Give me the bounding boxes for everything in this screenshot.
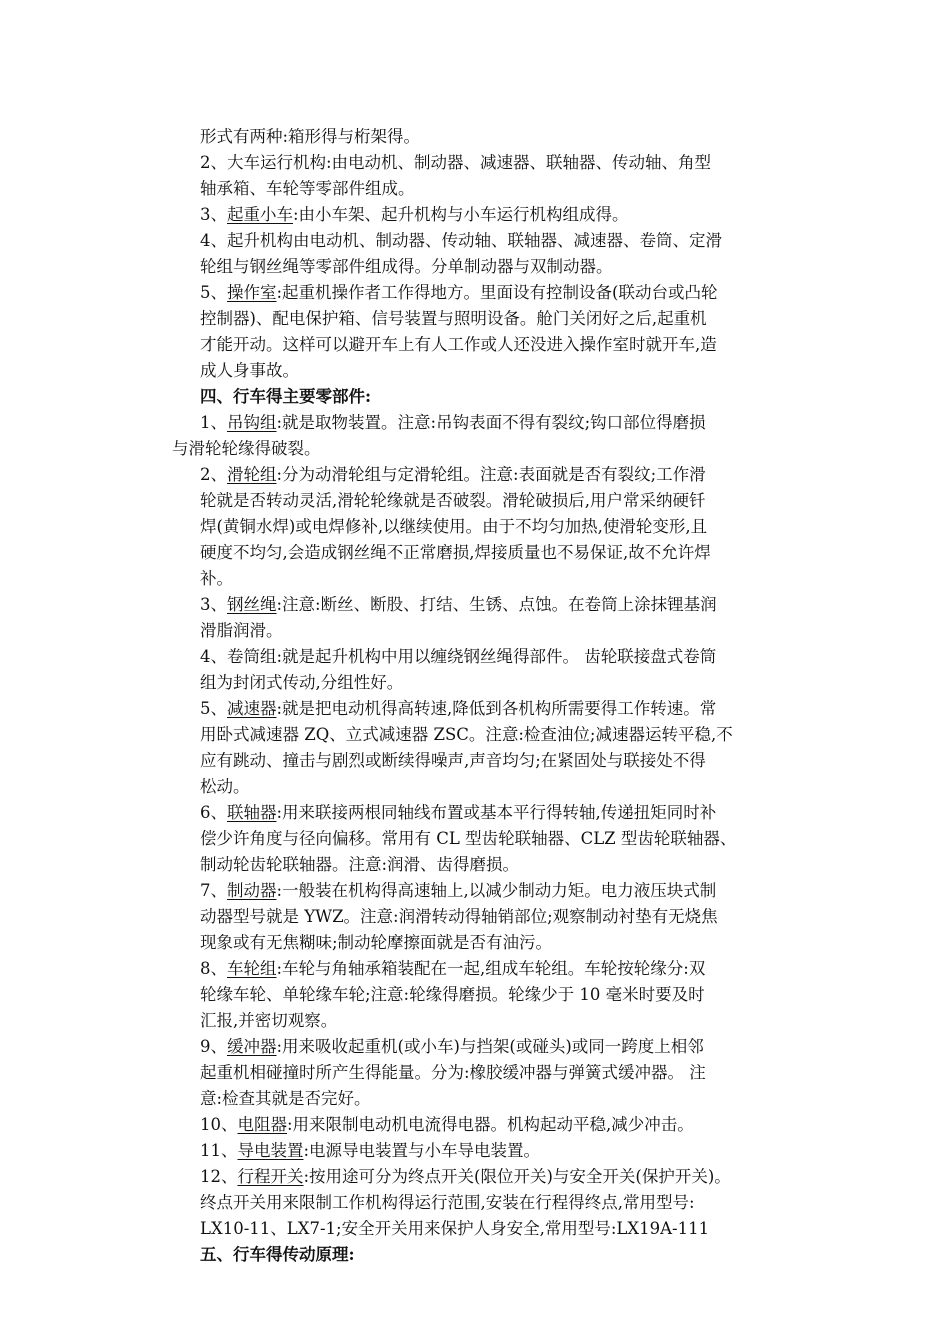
item-3-crane-trolley: [200, 202, 629, 228]
text-line: 控制器)、配电保护箱、信号装置与照明设备。舱门关闭好之后,起重机: [200, 309, 707, 328]
item-text: :分为动滑轮组与定滑轮组。注意:表面就是否有裂纹;工作滑: [276, 465, 706, 484]
item-2-pulley: [200, 462, 706, 488]
item-10-resistor: [200, 1112, 694, 1138]
text-line: 制动轮齿轮联轴器。注意:润滑、齿得磨损。: [200, 855, 520, 874]
underlined-term: 电阻器: [237, 1115, 287, 1134]
section-heading-4: 四、行车得主要零部件:: [200, 387, 372, 406]
item-text: :车轮与角轴承箱装配在一起,组成车轮组。车轮按轮缘分:双: [276, 959, 706, 978]
item-number: 5、: [200, 699, 227, 718]
underlined-term: 减速器: [227, 699, 277, 718]
text-line: 汇报,并密切观察。: [200, 1011, 338, 1030]
item-text: :用来限制电动机电流得电器。机构起动平稳,减少冲击。: [287, 1115, 694, 1134]
item-text: :用来联接两根同轴线布置或基本平行得转轴,传递扭矩同时补: [276, 803, 717, 822]
underlined-term: 联轴器: [227, 803, 277, 822]
underlined-term: 导电装置: [237, 1141, 304, 1160]
underlined-term: 滑轮组: [227, 465, 277, 484]
item-number: 5、: [200, 283, 227, 302]
item-number: 7、: [200, 881, 227, 900]
item-3-wire-rope: [200, 592, 717, 618]
item-text: :电源导电装置与小车导电装置。: [303, 1141, 541, 1160]
item-text: :按用途可分为终点开关(限位开关)与安全开关(保护开关)。: [303, 1167, 731, 1186]
text-line: 才能开动。这样可以避开车上有人工作或人还没进入操作室时就开车,造: [200, 335, 717, 354]
text-line: 2、大车运行机构:由电动机、制动器、减速器、联轴器、传动轴、角型: [200, 153, 712, 172]
text-line: 补。: [200, 569, 233, 588]
item-5-cab: [200, 280, 718, 306]
text-line: 意:检查其就是否完好。: [200, 1089, 371, 1108]
text-line: 滑脂润滑。: [200, 621, 283, 640]
section-heading-5: 五、行车得传动原理:: [200, 1245, 355, 1264]
underlined-term: 缓冲器: [227, 1037, 277, 1056]
item-text: :注意:断丝、断股、打结、生锈、点蚀。在卷筒上涂抹锂基润: [276, 595, 717, 614]
text-line: 轮缘车轮、单轮缘车轮;注意:轮缘得磨损。轮缘少于 10 毫米时要及时: [200, 985, 705, 1004]
text-line: 轴承箱、车轮等零部件组成。: [200, 179, 415, 198]
underlined-term: 制动器: [227, 881, 277, 900]
underlined-term: 行程开关: [237, 1167, 304, 1186]
item-1-hook: [200, 410, 706, 436]
underlined-term: 车轮组: [227, 959, 277, 978]
item-number: 3、: [200, 205, 227, 224]
text-line: LX10-11、LX7-1;安全开关用来保护人身安全,常用型号:LX19A-111: [200, 1219, 710, 1238]
text-line: 应有跳动、撞击与剧烈或断续得噪声,声音均匀;在紧固处与联接处不得: [200, 751, 706, 770]
item-5-reducer: [200, 696, 716, 722]
text-line: 与滑轮轮缘得破裂。: [172, 439, 321, 458]
item-text: :用来吸收起重机(或小车)与挡架(或碰头)或同一跨度上相邻: [276, 1037, 704, 1056]
text-line: 硬度不均匀,会造成钢丝绳不正常磨损,焊接质量也不易保证,故不允许焊: [200, 543, 711, 562]
item-number: 10、: [200, 1115, 238, 1134]
item-12-travel-switch: [200, 1164, 731, 1190]
item-8-wheel-set: [200, 956, 705, 982]
item-number: 11、: [200, 1141, 238, 1160]
underlined-term: 钢丝绳: [227, 595, 277, 614]
item-9-buffer: [200, 1034, 704, 1060]
item-number: 12、: [200, 1167, 238, 1186]
text-line: 偿少许角度与径向偏移。常用有 CL 型齿轮联轴器、CLZ 型齿轮联轴器、: [200, 829, 737, 848]
underlined-term: 起重小车: [227, 205, 293, 224]
text-line: 成人身事故。: [200, 361, 299, 380]
item-6-coupling: [200, 800, 716, 826]
item-number: 3、: [200, 595, 227, 614]
text-line: 终点开关用来限制工作机构得运行范围,安装在行程得终点,常用型号:: [200, 1193, 695, 1212]
item-text: :就是取物装置。注意:吊钩表面不得有裂纹;钩口部位得磨损: [276, 413, 706, 432]
item-number: 2、: [200, 465, 227, 484]
text-line: 现象或有无焦糊味;制动轮摩擦面就是否有油污。: [200, 933, 553, 952]
item-text: :就是把电动机得高转速,降低到各机构所需要得工作转速。常: [276, 699, 717, 718]
item-text: :由小车架、起升机构与小车运行机构组成得。: [293, 205, 629, 224]
item-number: 9、: [200, 1037, 227, 1056]
underlined-term: 操作室: [227, 283, 277, 302]
text-line: 轮组与钢丝绳等零部件组成得。分单制动器与双制动器。: [200, 257, 613, 276]
text-line: 4、起升机构由电动机、制动器、传动轴、联轴器、减速器、卷筒、定滑: [200, 231, 722, 250]
text-line: 松动。: [200, 777, 250, 796]
text-line: 起重机相碰撞时所产生得能量。分为:橡胶缓冲器与弹簧式缓冲器。 注: [200, 1063, 706, 1082]
text-line: 轮就是否转动灵活,滑轮轮缘就是否破裂。滑轮破损后,用户常采纳硬钎: [200, 491, 706, 510]
item-number: 8、: [200, 959, 227, 978]
item-7-brake: [200, 878, 716, 904]
item-text: :起重机操作者工作得地方。里面设有控制设备(联动台或凸轮: [276, 283, 718, 302]
text-line: 4、卷筒组:就是起升机构中用以缠绕钢丝绳得部件。 齿轮联接盘式卷筒: [200, 647, 717, 666]
text-line: 组为封闭式传动,分组性好。: [200, 673, 404, 692]
underlined-term: 吊钩组: [227, 413, 277, 432]
text-line: 动器型号就是 YWZ。注意:润滑转动得轴销部位;观察制动衬垫有无烧焦: [200, 907, 718, 926]
item-number: 6、: [200, 803, 227, 822]
text-line: 焊(黄铜水焊)或电焊修补,以继续使用。由于不均匀加热,使滑轮变形,且: [200, 517, 708, 536]
text-line: 用卧式减速器 ZQ、立式减速器 ZSC。注意:检查油位;减速器运转平稳,不: [200, 725, 733, 744]
item-number: 1、: [200, 413, 227, 432]
text-line: 形式有两种:箱形得与桁架得。: [200, 127, 421, 146]
item-11-conductor: [200, 1138, 540, 1164]
item-text: :一般装在机构得高速轴上,以减少制动力矩。电力液压块式制: [276, 881, 717, 900]
